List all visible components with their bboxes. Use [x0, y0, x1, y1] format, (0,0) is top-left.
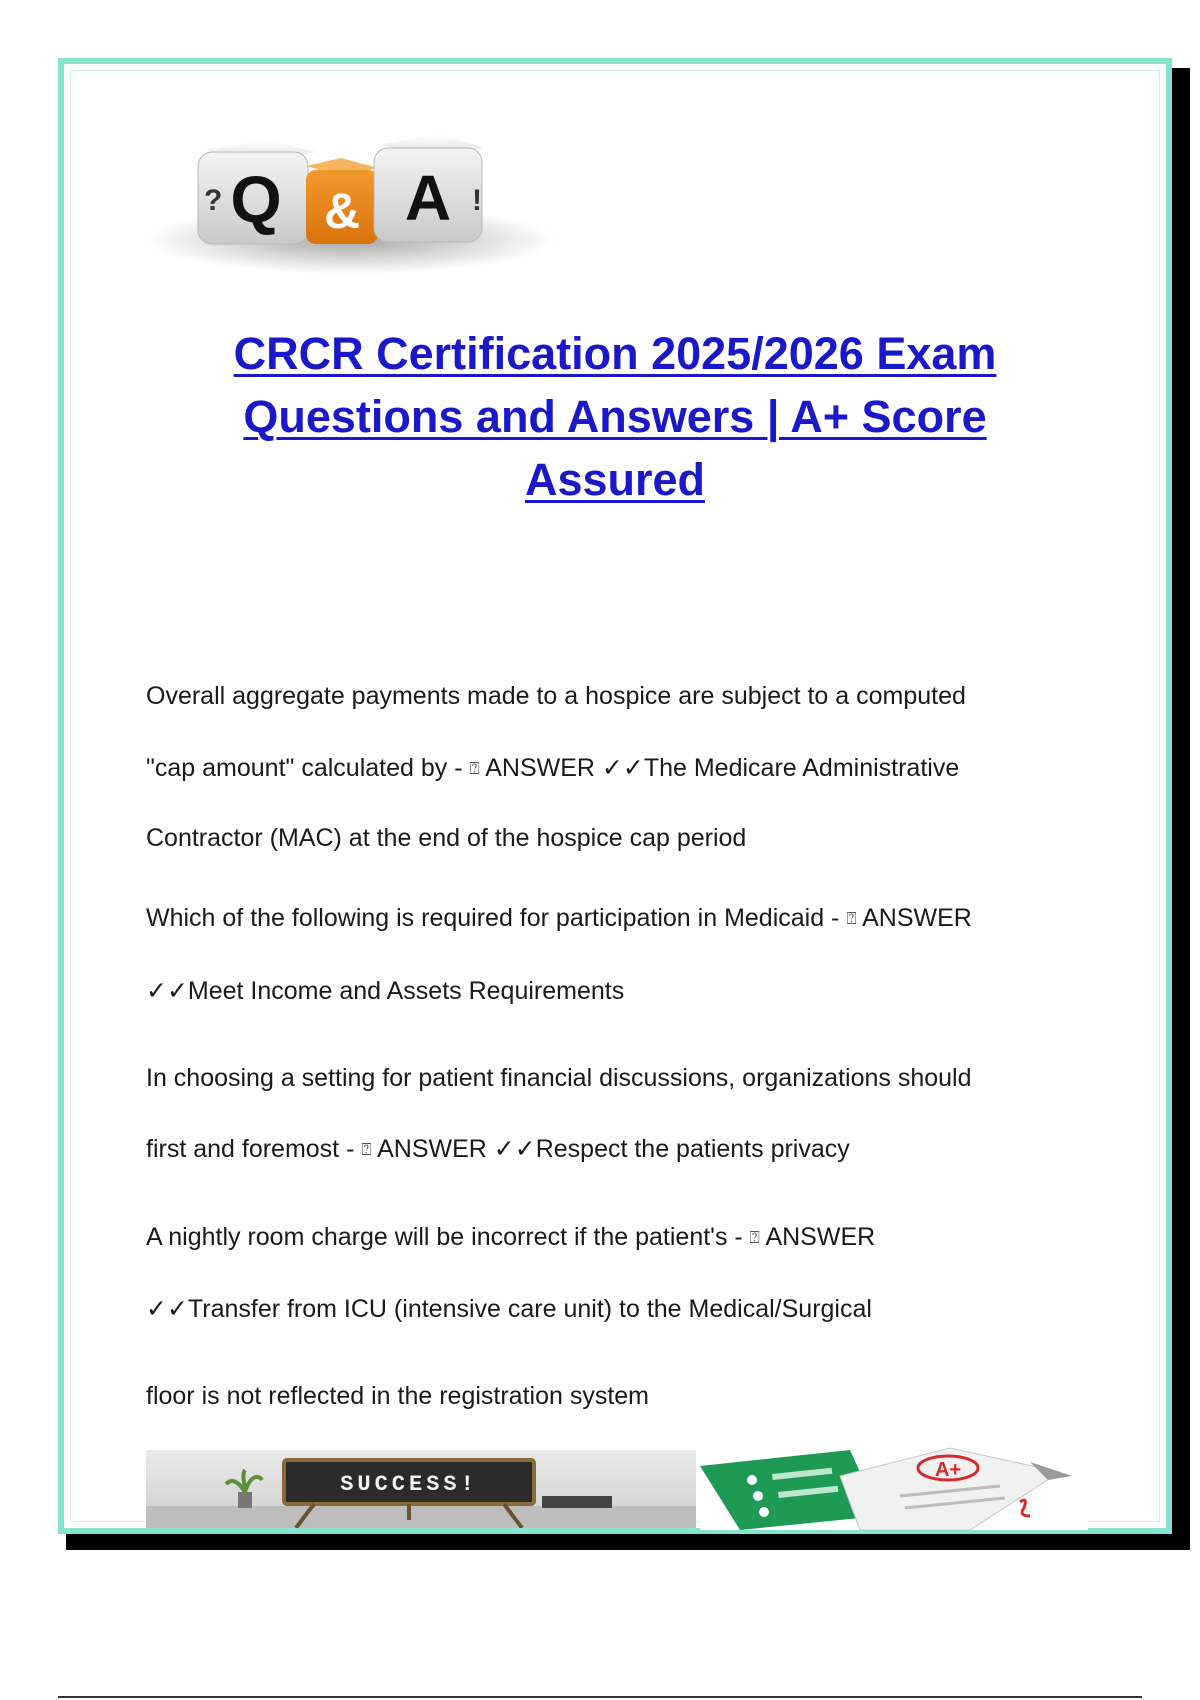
amp-die [306, 158, 378, 244]
qa3-line1: In choosing a setting for patient financial discussions, organizations should [146, 1064, 972, 1092]
svg-text:?: ? [204, 184, 223, 217]
qa3-line2: first and foremost - ⍰ ANSWER ✓✓Respect the patients privacy [146, 1135, 850, 1163]
graded-paper-image [700, 1446, 1088, 1530]
qa2-line2: ✓✓Meet Income and Assets Requirements [146, 977, 625, 1005]
missing-glyph-icon: ⍰ [749, 1228, 760, 1247]
success-text: SUCCESS! [340, 1472, 478, 1497]
qa2-line1: Which of the following is required for participation in Medicaid - ⍰ ANSWER [146, 904, 972, 932]
svg-text:!: ! [472, 184, 482, 217]
q-die [198, 140, 316, 244]
missing-glyph-icon: ⍰ [361, 1140, 372, 1159]
qa1-line3: Contractor (MAC) at the end of the hospice cap period [146, 824, 747, 852]
a-die [374, 134, 484, 242]
qa4-line1: A nightly room charge will be incorrect if the patient's - ⍰ ANSWER [146, 1223, 876, 1251]
missing-glyph-icon: ⍰ [846, 909, 857, 928]
qa4-line2: ✓✓Transfer from ICU (intensive care unit) to the Medical/Surgical [146, 1295, 872, 1323]
qa1-line2: "cap amount" calculated by - ⍰ ANSWER ✓✓The Medicare Administrative [146, 754, 960, 782]
a-letter: A [404, 162, 452, 234]
amp-letter: & [323, 183, 361, 239]
qa1-line1: Overall aggregate payments made to a hospice are subject to a computed [146, 682, 966, 710]
footer-divider [58, 1696, 1142, 1698]
qa4-line3: floor is not reflected in the registration system [146, 1382, 650, 1410]
title-line-1[interactable]: CRCR Certification 2025/2026 Exam [233, 328, 997, 379]
document-title[interactable] [150, 322, 1080, 511]
success-chalkboard-image [146, 1450, 696, 1528]
q-and-a-dice-logo [146, 100, 556, 290]
title-line-2[interactable]: Questions and Answers | A+ Score [243, 391, 987, 442]
q-letter: Q [230, 162, 282, 236]
missing-glyph-icon: ⍰ [469, 759, 480, 778]
title-line-3[interactable]: Assured [524, 454, 706, 505]
grade-text: A+ [934, 1459, 962, 1481]
